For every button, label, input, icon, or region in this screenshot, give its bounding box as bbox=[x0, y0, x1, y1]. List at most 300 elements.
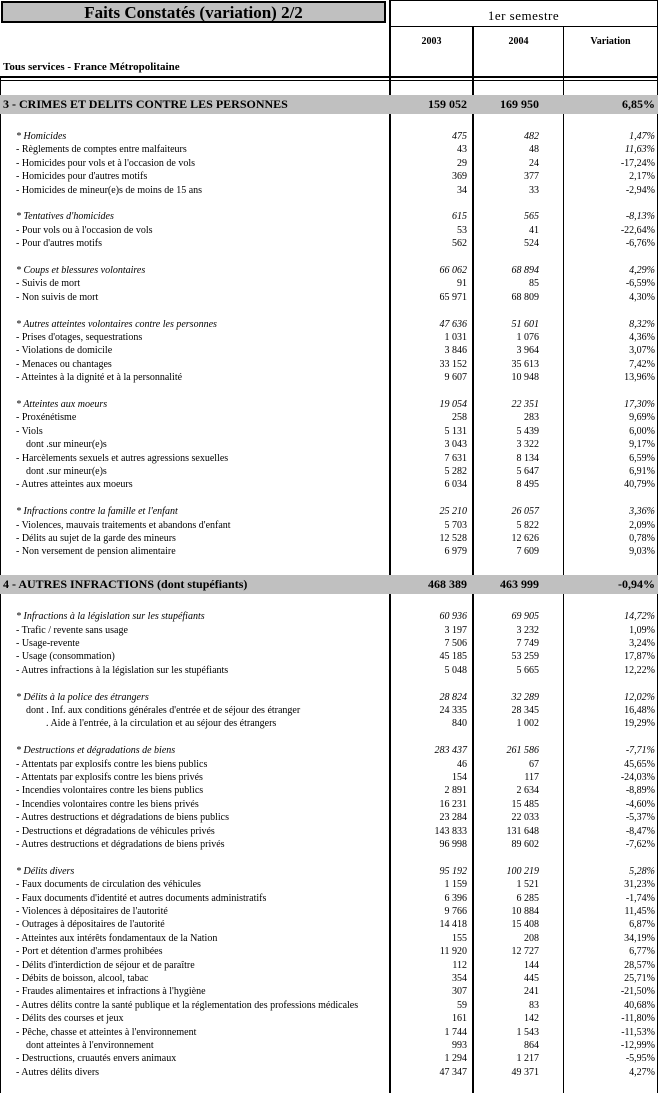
table-row bbox=[0, 184, 658, 197]
value-2003: 9 607 bbox=[444, 372, 467, 384]
table-row bbox=[0, 371, 658, 384]
value-2003: 53 bbox=[457, 224, 467, 236]
value-2004: 8 134 bbox=[516, 452, 539, 464]
value-2004: 51 601 bbox=[511, 318, 539, 330]
row-label: * Infractions contre la famille et l'enfant bbox=[16, 506, 178, 518]
table-row bbox=[0, 985, 658, 998]
value-2003: 16 231 bbox=[439, 798, 467, 810]
value-2004: 41 bbox=[529, 224, 539, 236]
row-label: * Délits divers bbox=[16, 865, 75, 877]
value-2004: 69 905 bbox=[511, 611, 539, 623]
value-2004: 15 408 bbox=[511, 919, 539, 931]
value-2003: 2 891 bbox=[444, 785, 467, 797]
table-row bbox=[0, 624, 658, 637]
value-2003: 23 284 bbox=[439, 812, 467, 824]
group-row bbox=[0, 744, 658, 757]
value-2003: 47 347 bbox=[439, 1066, 467, 1078]
row-label: - Violations de domicile bbox=[16, 345, 113, 357]
row-label: - Usage (consommation) bbox=[16, 651, 115, 663]
value-2004: 283 bbox=[524, 412, 539, 424]
value-2004: 33 bbox=[529, 184, 539, 196]
value-variation: 9,03% bbox=[629, 546, 655, 558]
row-label: - Violences à dépositaires de l'autorité bbox=[16, 906, 168, 917]
value-2003: 1 031 bbox=[444, 332, 467, 343]
row-label: 4 - AUTRES INFRACTIONS (dont stupéfiants) bbox=[3, 577, 248, 592]
row-label: - Pour vols ou à l'occasion de vols bbox=[16, 224, 153, 236]
value-variation: 3,07% bbox=[629, 345, 655, 357]
row-label: - Autres délits divers bbox=[16, 1066, 100, 1078]
value-variation: 5,28% bbox=[629, 865, 655, 877]
row-label: - Pour d'autres motifs bbox=[16, 238, 102, 250]
group-row bbox=[0, 210, 658, 223]
table-row bbox=[0, 825, 658, 838]
value-2003: 59 bbox=[457, 999, 467, 1011]
value-2004: 5 439 bbox=[516, 425, 539, 437]
value-variation: 25,71% bbox=[624, 973, 655, 984]
column-header-2003: 2003 bbox=[421, 36, 442, 47]
table-row bbox=[0, 331, 658, 344]
value-2004: 5 822 bbox=[516, 519, 539, 531]
value-2004: 2 634 bbox=[516, 785, 539, 797]
table-row bbox=[0, 959, 658, 972]
row-label: * Homicides bbox=[16, 131, 67, 142]
value-variation: 9,69% bbox=[629, 412, 655, 424]
value-variation: -21,50% bbox=[620, 986, 655, 998]
row-label: - Usage-revente bbox=[16, 638, 80, 649]
row-label: 3 - CRIMES ET DELITS CONTRE LES PERSONNES bbox=[3, 97, 288, 111]
value-2004: 1 002 bbox=[516, 718, 539, 730]
value-variation: 45,65% bbox=[624, 758, 655, 770]
table-row bbox=[0, 704, 658, 717]
row-label: - Débits de boisson, alcool, tabac bbox=[16, 973, 149, 984]
table-row bbox=[0, 892, 658, 905]
section-row bbox=[0, 95, 658, 114]
table-title: Faits Constatés (variation) 2/2 bbox=[1, 1, 386, 23]
value-2004: 12 727 bbox=[511, 946, 539, 958]
value-variation: 6,00% bbox=[629, 425, 655, 437]
value-variation: 11,45% bbox=[624, 906, 655, 917]
group-row bbox=[0, 691, 658, 704]
value-2003: 95 192 bbox=[439, 865, 467, 877]
value-variation: 12,02% bbox=[624, 691, 655, 703]
row-label: - Pêche, chasse et atteintes à l'environnement bbox=[16, 1026, 197, 1038]
table-row bbox=[0, 224, 658, 237]
table-row bbox=[0, 157, 658, 170]
table-row bbox=[0, 358, 658, 371]
value-2004: 67 bbox=[529, 758, 539, 770]
value-variation: 6,87% bbox=[629, 919, 655, 931]
table-row bbox=[0, 532, 658, 545]
row-label: - Fraudes alimentaires et infractions à l'hygiène bbox=[16, 986, 206, 998]
value-2003: 43 bbox=[457, 144, 467, 156]
table-row bbox=[0, 237, 658, 250]
value-variation: -8,47% bbox=[625, 825, 655, 837]
header-bottom-line-double bbox=[0, 80, 658, 81]
column-header-2004: 2004 bbox=[508, 36, 529, 47]
table-row bbox=[0, 664, 658, 677]
value-variation: 17,87% bbox=[624, 651, 655, 663]
value-2004: 482 bbox=[524, 131, 539, 142]
table-row bbox=[0, 650, 658, 663]
value-2004: 5 665 bbox=[516, 664, 539, 676]
row-label: - Trafic / revente sans usage bbox=[16, 624, 128, 636]
value-variation: -5,95% bbox=[625, 1053, 655, 1065]
value-2003: 29 bbox=[457, 157, 467, 169]
value-2004: 3 964 bbox=[516, 345, 539, 357]
value-2003: 91 bbox=[457, 278, 467, 290]
value-2003: 5 703 bbox=[444, 519, 467, 531]
value-2003: 161 bbox=[452, 1013, 467, 1025]
row-label: - Non suivis de mort bbox=[16, 291, 99, 303]
value-2003: 11 920 bbox=[439, 946, 467, 958]
value-variation: 1,09% bbox=[629, 624, 655, 636]
value-variation: 2,09% bbox=[629, 519, 655, 531]
value-2003: 3 043 bbox=[444, 439, 467, 451]
value-2003: 143 833 bbox=[434, 825, 467, 837]
table-row bbox=[0, 771, 658, 784]
row-label: - Homicides pour d'autres motifs bbox=[16, 171, 148, 183]
value-2004: 1 543 bbox=[516, 1026, 539, 1038]
value-2004: 48 bbox=[529, 144, 539, 156]
row-label: - Délits d'interdiction de séjour et de paraître bbox=[16, 959, 195, 971]
row-label: dont . Inf. aux conditions générales d'entrée et de séjour des étranger bbox=[26, 705, 301, 716]
value-2003: 5 048 bbox=[444, 664, 467, 676]
value-variation: 4,36% bbox=[629, 332, 655, 343]
value-2003: 19 054 bbox=[439, 399, 467, 410]
row-label: * Autres atteintes volontaires contre les personnes bbox=[16, 318, 217, 330]
value-variation: 16,48% bbox=[624, 705, 655, 716]
table-row bbox=[0, 972, 658, 985]
row-label: - Destructions et dégradations de véhicules privés bbox=[16, 825, 215, 837]
row-label: - Proxénétisme bbox=[16, 412, 77, 424]
value-2003: 5 131 bbox=[444, 425, 467, 437]
table-row bbox=[0, 452, 658, 465]
value-2003: 25 210 bbox=[439, 506, 467, 518]
value-2003: 1 159 bbox=[444, 879, 467, 891]
value-2003: 33 152 bbox=[439, 358, 467, 370]
value-2003: 6 979 bbox=[444, 546, 467, 558]
value-variation: 4,30% bbox=[629, 291, 655, 303]
table-row bbox=[0, 277, 658, 290]
value-2004: 131 648 bbox=[506, 825, 539, 837]
value-2003: 60 936 bbox=[439, 611, 467, 623]
value-2004: 261 586 bbox=[506, 745, 539, 757]
row-label: - Homicides de mineur(e)s de moins de 15 ans bbox=[16, 184, 203, 196]
value-2004: 24 bbox=[529, 157, 539, 169]
value-2003: 369 bbox=[452, 171, 467, 183]
value-variation: -24,03% bbox=[620, 772, 655, 783]
value-2004: 445 bbox=[524, 973, 539, 984]
value-2003: 562 bbox=[452, 238, 467, 250]
row-label: - Autres destructions et dégradations de biens publics bbox=[16, 812, 230, 824]
table-row bbox=[0, 411, 658, 424]
row-label: - Outrages à dépositaires de l'autorité bbox=[16, 919, 165, 931]
value-variation: 6,85% bbox=[622, 97, 655, 111]
value-2003: 258 bbox=[452, 412, 467, 424]
value-2003: 45 185 bbox=[439, 651, 467, 663]
value-2003: 993 bbox=[452, 1040, 467, 1051]
row-label: dont atteintes à l'environnement bbox=[26, 1040, 154, 1051]
table-row bbox=[0, 344, 658, 357]
value-2004: 32 289 bbox=[511, 691, 539, 703]
value-2003: 475 bbox=[452, 131, 467, 142]
value-2003: 3 197 bbox=[444, 624, 467, 636]
table-row bbox=[0, 878, 658, 891]
value-2004: 208 bbox=[524, 932, 539, 944]
value-2004: 35 613 bbox=[511, 358, 539, 370]
value-2003: 159 052 bbox=[428, 97, 467, 111]
value-2004: 142 bbox=[524, 1013, 539, 1025]
scope-label: Tous services - France Métropolitaine bbox=[3, 61, 180, 73]
table-row bbox=[0, 465, 658, 478]
row-label: - Autres atteintes aux moeurs bbox=[16, 479, 133, 491]
row-label: - Attentats par explosifs contre les biens publics bbox=[16, 758, 208, 770]
value-2004: 68 894 bbox=[511, 265, 539, 276]
value-2003: 112 bbox=[452, 959, 467, 971]
value-2004: 144 bbox=[524, 959, 539, 971]
value-variation: -7,71% bbox=[625, 745, 655, 757]
row-label: - Autres destructions et dégradations de biens privés bbox=[16, 839, 225, 850]
group-row bbox=[0, 130, 658, 143]
value-variation: -8,89% bbox=[625, 785, 655, 797]
row-label: * Tentatives d'homicides bbox=[16, 211, 114, 223]
value-2003: 5 282 bbox=[444, 466, 467, 477]
value-variation: 2,17% bbox=[629, 171, 655, 183]
value-variation: -2,94% bbox=[625, 184, 655, 196]
value-2004: 3 232 bbox=[516, 624, 539, 636]
table-row bbox=[0, 838, 658, 851]
value-2004: 100 219 bbox=[506, 865, 539, 877]
row-label: * Destructions et dégradations de biens bbox=[16, 745, 176, 757]
table-row bbox=[0, 519, 658, 532]
value-2004: 241 bbox=[524, 986, 539, 998]
value-variation: -4,60% bbox=[625, 798, 655, 810]
row-label: - Délits des courses et jeux bbox=[16, 1013, 124, 1025]
value-2004: 83 bbox=[529, 999, 539, 1011]
row-label: * Délits à la police des étrangers bbox=[16, 691, 149, 703]
value-variation: -7,62% bbox=[625, 839, 655, 850]
table-row bbox=[0, 918, 658, 931]
value-2004: 5 647 bbox=[516, 466, 539, 477]
value-2003: 14 418 bbox=[439, 919, 467, 931]
value-2004: 85 bbox=[529, 278, 539, 290]
table-row bbox=[0, 932, 658, 945]
value-variation: 19,29% bbox=[624, 718, 655, 730]
row-label: - Prises d'otages, sequestrations bbox=[16, 332, 143, 343]
value-variation: 28,57% bbox=[624, 959, 655, 971]
table-row bbox=[0, 905, 658, 918]
group-row bbox=[0, 264, 658, 277]
row-label: - Attentats par explosifs contre les biens privés bbox=[16, 772, 203, 783]
column-header-variation: Variation bbox=[590, 36, 631, 47]
row-label: - Règlements de comptes entre malfaiteurs bbox=[16, 144, 187, 156]
value-2004: 68 809 bbox=[511, 291, 539, 303]
row-label: - Destructions, cruautés envers animaux bbox=[16, 1053, 177, 1065]
value-2003: 307 bbox=[452, 986, 467, 998]
value-variation: 4,27% bbox=[629, 1066, 655, 1078]
value-2004: 10 884 bbox=[511, 906, 539, 917]
value-2003: 3 846 bbox=[444, 345, 467, 357]
value-variation: 31,23% bbox=[624, 879, 655, 891]
group-row bbox=[0, 398, 658, 411]
row-label: dont .sur mineur(e)s bbox=[26, 466, 107, 477]
value-variation: 7,42% bbox=[629, 358, 655, 370]
value-2003: 7 631 bbox=[444, 452, 467, 464]
value-2004: 1 217 bbox=[516, 1053, 539, 1065]
value-variation: -11,53% bbox=[621, 1026, 655, 1038]
value-2004: 10 948 bbox=[511, 372, 539, 384]
value-2004: 864 bbox=[524, 1040, 539, 1051]
value-variation: 40,79% bbox=[624, 479, 655, 491]
row-label: - Harcèlements sexuels et autres agressions sexuelles bbox=[16, 452, 229, 464]
row-label: * Atteintes aux moeurs bbox=[16, 399, 108, 410]
row-label: - Port et détention d'armes prohibées bbox=[16, 946, 163, 958]
table-row bbox=[0, 798, 658, 811]
table-row bbox=[0, 758, 658, 771]
table-row bbox=[0, 143, 658, 156]
table-row bbox=[0, 1066, 658, 1079]
value-variation: 1,47% bbox=[629, 131, 655, 142]
row-label: - Violences, mauvais traitements et abandons d'enfant bbox=[16, 519, 231, 531]
value-2003: 96 998 bbox=[439, 839, 467, 850]
value-variation: 13,96% bbox=[624, 372, 655, 384]
table-row bbox=[0, 438, 658, 451]
value-2003: 9 766 bbox=[444, 906, 467, 917]
value-2004: 3 322 bbox=[516, 439, 539, 451]
table-row bbox=[0, 784, 658, 797]
row-label: * Infractions à la législation sur les stupéfiants bbox=[16, 611, 205, 623]
row-label: - Autres infractions à la législation sur les stupéfiants bbox=[16, 664, 229, 676]
row-label: - Incendies volontaires contre les biens privés bbox=[16, 798, 199, 810]
value-variation: 6,77% bbox=[629, 946, 655, 958]
row-label: - Menaces ou chantages bbox=[16, 358, 112, 370]
value-variation: 3,24% bbox=[629, 638, 655, 649]
table-row bbox=[0, 811, 658, 824]
value-variation: -0,94% bbox=[618, 577, 655, 592]
value-variation: 12,22% bbox=[624, 664, 655, 676]
value-2003: 615 bbox=[452, 211, 467, 223]
value-variation: 0,78% bbox=[629, 533, 655, 544]
row-label: * Coups et blessures volontaires bbox=[16, 265, 146, 276]
value-2004: 1 521 bbox=[516, 879, 539, 891]
value-2003: 840 bbox=[452, 718, 467, 730]
value-variation: -17,24% bbox=[620, 157, 655, 169]
value-variation: -6,76% bbox=[625, 238, 655, 250]
value-variation: 6,91% bbox=[629, 466, 655, 477]
value-2004: 463 999 bbox=[500, 577, 539, 592]
value-variation: 14,72% bbox=[624, 611, 655, 623]
row-label: - Non versement de pension alimentaire bbox=[16, 546, 176, 558]
value-2003: 46 bbox=[457, 758, 467, 770]
table-row bbox=[0, 1012, 658, 1025]
value-variation: 11,63% bbox=[624, 144, 655, 156]
value-variation: -11,80% bbox=[621, 1013, 655, 1025]
value-variation: 4,29% bbox=[629, 265, 655, 276]
value-2003: 12 528 bbox=[439, 533, 467, 544]
row-label: . Aide à l'entrée, à la circulation et au séjour des étrangers bbox=[46, 718, 277, 730]
group-row bbox=[0, 610, 658, 623]
section-row bbox=[0, 575, 658, 594]
table-row bbox=[0, 999, 658, 1012]
row-label: - Atteintes à la dignité et à la personnalité bbox=[16, 372, 183, 384]
row-label: - Suivis de mort bbox=[16, 278, 81, 290]
row-label: - Homicides pour vols et à l'occasion de vols bbox=[16, 157, 195, 169]
value-2003: 34 bbox=[457, 184, 467, 196]
value-2004: 565 bbox=[524, 211, 539, 223]
value-2004: 28 345 bbox=[511, 705, 539, 716]
value-2004: 12 626 bbox=[511, 533, 539, 544]
value-2003: 1 294 bbox=[444, 1053, 467, 1065]
value-variation: 34,19% bbox=[624, 932, 655, 944]
value-2003: 6 034 bbox=[444, 479, 467, 491]
value-variation: -5,37% bbox=[625, 812, 655, 824]
value-variation: 3,36% bbox=[629, 506, 655, 518]
row-label: - Délits au sujet de la garde des mineurs bbox=[16, 533, 176, 544]
table-row bbox=[0, 478, 658, 491]
value-variation: 9,17% bbox=[629, 439, 655, 451]
group-row bbox=[0, 318, 658, 331]
table-row bbox=[0, 637, 658, 650]
value-variation: 8,32% bbox=[629, 318, 655, 330]
row-label: dont .sur mineur(e)s bbox=[26, 439, 107, 451]
value-variation: 40,68% bbox=[624, 999, 655, 1011]
table-row bbox=[0, 545, 658, 558]
period-header: 1er semestre bbox=[390, 0, 658, 26]
value-2004: 377 bbox=[524, 171, 539, 183]
header-divider bbox=[390, 26, 658, 27]
table-row bbox=[0, 1052, 658, 1065]
value-variation: -6,59% bbox=[625, 278, 655, 290]
value-2003: 7 506 bbox=[444, 638, 467, 649]
value-2003: 47 636 bbox=[439, 318, 467, 330]
value-2003: 66 062 bbox=[439, 265, 467, 276]
value-2004: 89 602 bbox=[511, 839, 539, 850]
value-2004: 7 609 bbox=[516, 546, 539, 558]
value-2004: 26 057 bbox=[511, 506, 539, 518]
value-2004: 22 033 bbox=[511, 812, 539, 824]
value-variation: 17,30% bbox=[624, 399, 655, 410]
table-row bbox=[0, 425, 658, 438]
value-2003: 65 971 bbox=[439, 291, 467, 303]
value-2003: 6 396 bbox=[444, 892, 467, 904]
value-2004: 53 259 bbox=[511, 651, 539, 663]
value-2004: 8 495 bbox=[516, 479, 539, 491]
row-label: - Faux documents d'identité et autres documents administratifs bbox=[16, 892, 267, 904]
table-row bbox=[0, 1039, 658, 1052]
value-2004: 22 351 bbox=[511, 399, 539, 410]
value-2003: 24 335 bbox=[439, 705, 467, 716]
value-2004: 49 371 bbox=[511, 1066, 539, 1078]
value-2004: 7 749 bbox=[516, 638, 539, 649]
row-label: - Viols bbox=[16, 425, 43, 437]
value-2004: 117 bbox=[524, 772, 539, 783]
value-2003: 468 389 bbox=[428, 577, 467, 592]
row-label: - Incendies volontaires contre les biens publics bbox=[16, 785, 204, 797]
value-2003: 155 bbox=[452, 932, 467, 944]
value-variation: -1,74% bbox=[625, 892, 655, 904]
value-2003: 28 824 bbox=[439, 691, 467, 703]
table-row bbox=[0, 945, 658, 958]
value-variation: -12,99% bbox=[620, 1040, 655, 1051]
table-row bbox=[0, 717, 658, 730]
group-row bbox=[0, 865, 658, 878]
table-row bbox=[0, 1026, 658, 1039]
value-2004: 524 bbox=[524, 238, 539, 250]
value-variation: -22,64% bbox=[620, 224, 655, 236]
table-row bbox=[0, 170, 658, 183]
value-2004: 1 076 bbox=[516, 332, 539, 343]
group-row bbox=[0, 505, 658, 518]
